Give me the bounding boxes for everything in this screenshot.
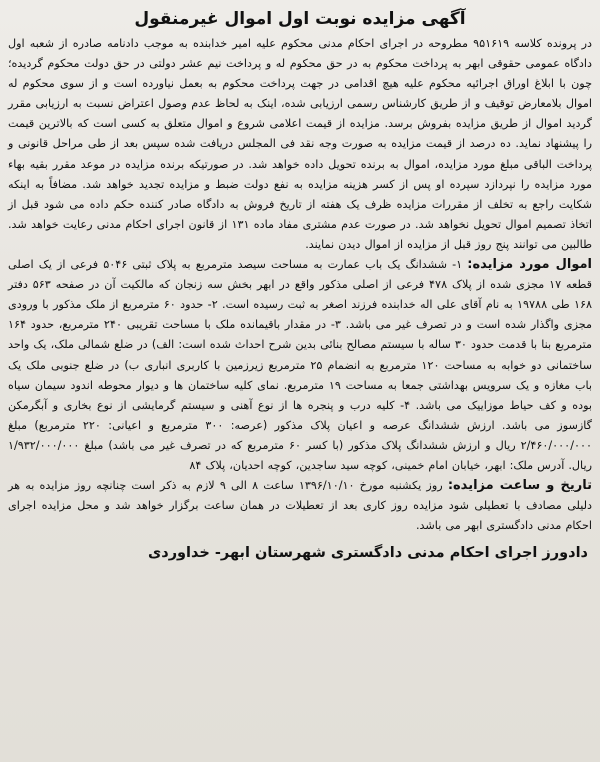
notice-body <box>8 34 592 536</box>
property-heading: اموال مورد مزایده: <box>467 257 593 273</box>
property-text: ۱- ششدانگ یک باب عمارت به مساحت سیصد مترمربع به پلاک ثبتی ۵۰۴۶ فرعی از یک اصلی قطعه ۱۷ مجزی شده از پلاک ۴۷۸ فرعی از اصلی مذکور واقع در ابهر بخش سه زنجان که مالکیت آن در صفحه ۵۶۳ دفتر ۱۶۸ طی ۱۹۷۸۸ به نام آقای علی اله خدابنده فرزند اصغر به ثبت رسیده است. ۲- حدود ۶۰ مترمربع از ملک مذکور با ورودی مجزی واگذار شده است و در تصرف غیر می باشد. ۳- در مقدار باقیمانده ملک با مساحت تقریبی ۲۴۰ مترمربع، حدود ۱۶۴ مترمربع بنا با قدمت حدود ۳۰ ساله با سیستم مصالح بنائی بدین شرح احداث شده است: الف) در ضلع شمالی ملک، یک واحد ساختمانی دو خوابه به مساحت ۱۲۰ مترمربع به انضمام ۲۵ مترمربع زیرزمین با کاربری انباری ب) در ضلع جنوبی ملک یک باب مغازه و یک سرویس بهداشتی جمعا به مساحت ۱۹ مترمربع. نمای کلیه ساختمان ها و دیوار محوطه اندود سیمان سیاه بوده و کف حیاط موزاییک می باشد. ۴- کلیه درب و پنجره ها از نوع آهنی و سیستم گرمایشی از نوع بخاری و آبگرمکن گازسوز می باشد. ارزش ششدانگ عرصه و اعیان پلاک مذکور (عرصه: ۳۰۰ مترمربع و اعیانی: ۲۲۰ مترمربع) مبلغ ۲/۴۶۰/۰۰۰/۰۰۰ ریال و ارزش ششدانگ پلاک مذکور (با کسر ۶۰ مترمربع که در تصرف غیر می باشد) مبلغ ۱/۹۳۲/۰۰۰/۰۰۰ ریال. آدرس ملک: ابهر، خیابان امام خمینی، کوچه سید ساجدین، کوچه احدیان، پلاک ۸۴ <box>8 258 593 472</box>
date-paragraph <box>8 476 592 536</box>
date-text: روز یکشنبه مورخ ۱۳۹۶/۱۰/۱۰ ساعت ۸ الی ۹ لازم به ذکر است چنانچه روز مزایده به هر دلیلی مصادف با تعطیلی شود مزایده روز کاری بعد از تعطیلات در همان ساعت برگزار خواهد شد و محل مزایده اجرای احکام مدنی دادگستری ابهر می باشد. <box>8 479 592 533</box>
date-heading: تاریخ و ساعت مزایده: <box>447 478 592 494</box>
notice-title: آگهی مزایده نوبت اول اموال غیرمنقول <box>134 9 466 29</box>
notice-signature: دادورز اجرای احکام مدنی دادگستری شهرستان ابهر- خداوردی <box>147 545 588 562</box>
property-paragraph <box>8 255 592 476</box>
intro-paragraph: در پرونده کلاسه ۹۵۱۶۱۹ مطروحه در اجرای احکام مدنی محکوم علیه امیر خدابنده به موجب دادنامه صادره از شعبه اول دادگاه عمومی حقوقی ابهر به پرداخت محکوم به در حق محکوم له و پرداخت نیم عشر دولتی در حق دولت محکوم گردیده؛ چون با ابلاغ اوراق اجرائیه محکوم علیه هیچ اقدامی در جهت پرداخت محکوم به بعمل نیاورده است و از سوی محکوم له اموال بلامعارض توقیف و از طریق کارشناس رسمی ارزیابی شده، اینک به لحاظ عدم وصول اعتراض نسبت به ارزیابی مقرر گردید اموال از طریق مزایده بفروش برسد. مزایده از قیمت اعلامی شروع و اموال متعلق به کسی است که بالاترین قیمت را پیشنهاد نماید. ده درصد از قیمت مزایده به صورت وجه نقد فی المجلس دریافت شده سپس بعد از طی مراحل قانونی و پرداخت الباقی مبلغ مورد مزایده، اموال به برنده تحویل داده خواهد شد. در صورتیکه برنده مزایده در موعد مقرر بقیه بهاء مورد مزایده را نپردازد سپرده او پس از کسر هزینه مزایده به نفع دولت ضبط و مزایده تجدید خواهد شد. مضافاً به اینکه شکایت راجع به تخلف از مقررات مزایده ظرف یک هفته از تاریخ فروش به دادگاه صادر کننده حکم داده می شود قبل از اتخاذ تصمیم اموال تحویل نخواهد شد. در صورت عدم مشتری مفاد ماده ۱۳۱ از قانون اجرای احکام مدنی رعایت خواهد شد. طالبین می توانند پنج روز قبل از مزایده از اموال دیدن نمایند. <box>8 37 592 251</box>
